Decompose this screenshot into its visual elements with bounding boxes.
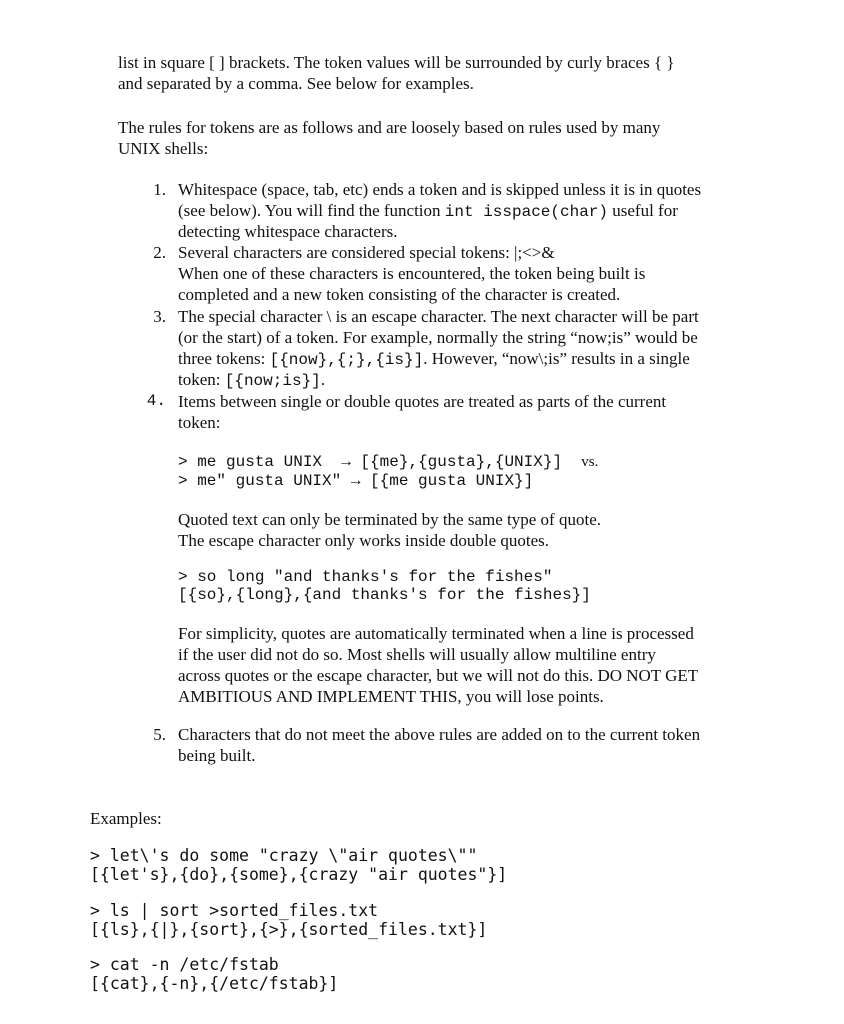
rule-3-line-2: (or the start) of a token. For example, normally the string “now;is” would be xyxy=(178,328,698,347)
rule-1-line-2: (see below). You will find the function int isspace(char) useful for xyxy=(178,201,678,221)
simplicity-line-2: if the user did not do so. Most shells will usually allow multiline entry xyxy=(178,645,656,664)
rule-3-line-1: The special character \ is an escape character. The next character will be part xyxy=(178,307,699,326)
rule-2-number: 2. xyxy=(153,243,166,262)
example-2-input: > ls | sort >sorted_files.txt xyxy=(90,901,379,920)
example-1-input: > let\'s do some "crazy \"air quotes\"" xyxy=(90,846,478,865)
simplicity-line-1: For simplicity, quotes are automatically terminated when a line is processed xyxy=(178,624,694,643)
rule-5-line-2: being built. xyxy=(178,746,256,765)
rule-1-line-1: Whitespace (space, tab, etc) ends a token and is skipped unless it is in quotes xyxy=(178,180,702,199)
rule-3-line-3: three tokens: [{now},{;},{is}]. However, “now\;is” results in a single xyxy=(178,349,690,369)
intro-line-2: and separated by a comma. See below for examples. xyxy=(118,74,474,93)
isspace-code: int isspace(char) xyxy=(444,203,609,221)
vs-label: vs. xyxy=(581,454,599,470)
rule-3-number: 3. xyxy=(153,307,166,326)
rule-5-line-1: Characters that do not meet the above rules are added on to the current token xyxy=(178,725,701,744)
rule-5-number: 5. xyxy=(153,725,166,744)
examples-heading: Examples: xyxy=(90,809,162,828)
intro-line-1: list in square [ ] brackets. The token values will be surrounded by curly braces { } xyxy=(118,53,675,72)
rules-intro-line-2: UNIX shells: xyxy=(118,139,209,158)
rules-intro-line-1: The rules for tokens are as follows and are loosely based on rules used by many xyxy=(118,118,661,137)
fishes-example-input: > so long "and thanks's for the fishes" xyxy=(178,568,553,586)
example-2-output: [{ls},{|},{sort},{>},{sorted_files.txt}] xyxy=(90,920,488,939)
now-is-single-code: [{now;is}] xyxy=(224,372,321,390)
rule-1-number: 1. xyxy=(153,180,166,199)
quote-example-1: > me gusta UNIX → [{me},{gusta},{UNIX}] vs. xyxy=(178,453,599,471)
example-3-input: > cat -n /etc/fstab xyxy=(90,955,279,974)
rule-4-line-1: Items between single or double quotes are treated as parts of the current xyxy=(178,392,667,411)
example-1-output: [{let's},{do},{some},{crazy "air quotes"}] xyxy=(90,865,508,884)
rule-3-line-4: token: [{now;is}]. xyxy=(178,370,326,390)
simplicity-line-3: across quotes or the escape character, but we will not do this. DO NOT GET xyxy=(178,666,699,685)
quote-example-2: > me" gusta UNIX" → [{me gusta UNIX}] xyxy=(178,472,534,490)
rule-4-number: 4. xyxy=(146,392,166,410)
quoted-text-line-2: The escape character only works inside double quotes. xyxy=(178,531,550,550)
rule-2-line-3: completed and a new token consisting of the character is created. xyxy=(178,285,621,304)
rule-2-line-2: When one of these characters is encountered, the token being built is xyxy=(178,264,646,283)
rule-2-line-1: Several characters are considered special tokens: |;<>& xyxy=(178,243,555,262)
now-is-tokens-code: [{now},{;},{is}] xyxy=(269,351,424,369)
fishes-example-output: [{so},{long},{and thanks's for the fishes}] xyxy=(178,586,591,604)
rule-4-line-2: token: xyxy=(178,413,221,432)
rule-1-line-3: detecting whitespace characters. xyxy=(178,222,398,241)
example-3-output: [{cat},{-n},{/etc/fstab}] xyxy=(90,974,339,993)
simplicity-line-4: AMBITIOUS AND IMPLEMENT THIS, you will lose points. xyxy=(178,687,604,706)
quoted-text-line-1: Quoted text can only be terminated by the same type of quote. xyxy=(178,510,601,529)
